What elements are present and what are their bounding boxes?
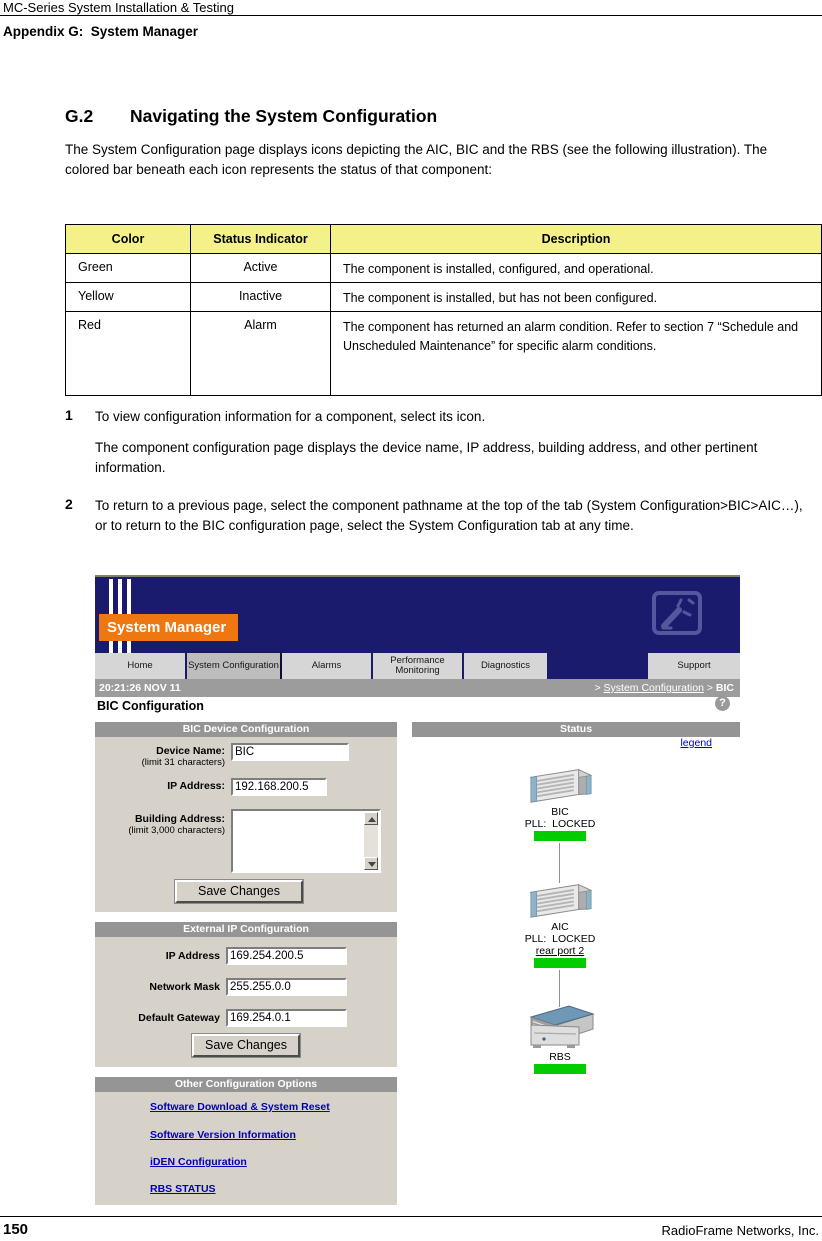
connector-line	[559, 843, 560, 883]
panel-title: External IP Configuration	[95, 922, 397, 937]
device-name-input[interactable]	[231, 743, 349, 761]
cell-description: The component is installed, configured, and operational.	[331, 254, 822, 283]
ip-address-label: IP Address:	[167, 780, 225, 792]
table-header-row	[66, 225, 822, 254]
cell-status: Active	[191, 254, 331, 283]
panel-title: Status	[412, 722, 740, 737]
step-number: 2	[65, 496, 73, 512]
col-header-color: Color	[66, 225, 191, 254]
brand-badge: System Manager	[99, 614, 238, 641]
cell-status: Inactive	[191, 283, 331, 312]
bic-device-name: BIC	[551, 806, 569, 818]
link-software-download-system-reset[interactable]: Software Download & System Reset	[150, 1101, 330, 1113]
aic-pll-status: PLL: LOCKED	[524, 933, 596, 945]
table-row	[66, 254, 822, 283]
banner	[95, 575, 740, 653]
radioframe-logo-icon	[651, 588, 703, 638]
status-bar	[95, 679, 740, 697]
breadcrumb	[594, 679, 734, 697]
tab-home[interactable]: Home	[95, 653, 185, 679]
col-header-description: Description	[331, 225, 822, 254]
footer-company: RadioFrame Networks, Inc.	[661, 1223, 819, 1238]
building-address-note: (limit 3,000 characters)	[128, 825, 225, 836]
step-number: 1	[65, 407, 73, 423]
building-address-textarea[interactable]	[231, 809, 381, 873]
cell-color: Green	[66, 254, 191, 283]
tab-bar	[95, 653, 740, 679]
section-number: G.2	[65, 106, 94, 126]
breadcrumb-separator: >	[706, 682, 713, 694]
footer-rule	[0, 1216, 822, 1217]
scroll-down-icon[interactable]	[364, 857, 378, 870]
aic-chassis-icon[interactable]	[523, 878, 598, 920]
col-header-status: Status Indicator	[191, 225, 331, 254]
network-mask-input[interactable]	[226, 978, 347, 996]
table-row	[66, 283, 822, 312]
panel-title: BIC Device Configuration	[95, 722, 397, 737]
tab-support[interactable]: Support	[648, 653, 740, 679]
system-manager-screenshot	[95, 575, 740, 1205]
tab-diagnostics[interactable]: Diagnostics	[464, 653, 547, 679]
bic-chassis-icon[interactable]	[523, 763, 598, 805]
timestamp: 20:21:26 NOV 11	[99, 682, 181, 694]
header-rule	[0, 15, 822, 16]
table-row	[66, 312, 822, 396]
step-1	[65, 407, 810, 427]
tab-alarms[interactable]: Alarms	[282, 653, 371, 679]
link-rbs-status[interactable]: RBS STATUS	[150, 1183, 216, 1195]
status-indicator-table	[65, 224, 822, 396]
step-1-detail: The component configuration page displays the device name, IP address, building address, and other pertinent information.	[95, 440, 758, 475]
page-title: BIC Configuration	[97, 699, 204, 713]
scroll-up-icon[interactable]	[364, 812, 378, 825]
doc-header-title: MC-Series System Installation & Testing	[3, 0, 234, 15]
step-2	[65, 496, 810, 536]
default-gateway-label: Default Gateway	[138, 1012, 220, 1024]
bic-pll-status: PLL: LOCKED	[524, 818, 596, 830]
panel-title: Other Configuration Options	[95, 1077, 397, 1092]
connector-line	[559, 970, 560, 1007]
rbs-device-name: RBS	[549, 1051, 571, 1063]
doc-header-appendix: Appendix G: System Manager	[3, 24, 199, 39]
rbs-device-icon[interactable]	[519, 1003, 601, 1051]
link-software-version-information[interactable]: Software Version Information	[150, 1129, 296, 1141]
network-mask-label: Network Mask	[149, 981, 220, 993]
section-title: Navigating the System Configuration	[130, 106, 438, 126]
device-name-note: (limit 31 characters)	[141, 757, 225, 768]
tab-system-configuration[interactable]: System Configuration	[187, 653, 280, 679]
bic-status-bar	[534, 831, 586, 841]
step-text: To view configuration information for a component, select its icon.	[95, 409, 486, 424]
rbs-status-bar	[534, 1064, 586, 1074]
cell-status: Alarm	[191, 312, 331, 396]
cell-description: The component is installed, but has not been configured.	[331, 283, 822, 312]
other-configuration-options-panel	[95, 1077, 397, 1205]
save-changes-button[interactable]: Save Changes	[175, 880, 303, 903]
breadcrumb-separator: >	[594, 682, 601, 694]
cell-description: The component has returned an alarm condition. Refer to section 7 “Schedule and Unscheduled Maintenance” for specific alarm conditions.	[331, 312, 822, 396]
building-address-label: Building Address:	[134, 813, 225, 825]
tab-performance-monitoring[interactable]: Performance Monitoring	[373, 653, 462, 679]
cell-color: Red	[66, 312, 191, 396]
external-ip-input[interactable]	[226, 947, 347, 965]
cell-color: Yellow	[66, 283, 191, 312]
aic-status-bar	[534, 958, 586, 968]
device-name-label: Device Name:	[156, 745, 225, 757]
help-icon[interactable]: ?	[715, 696, 730, 711]
section-heading	[65, 106, 437, 127]
legend-link[interactable]: legend	[680, 737, 712, 749]
external-ip-configuration-panel	[95, 922, 397, 1067]
step-text: To return to a previous page, select the component pathname at the top of the tab (System Configuration>BIC>AIC…), or to return to the BIC configuration page, select the System Configuration tab at any time.	[95, 498, 803, 533]
section-intro: The System Configuration page displays icons depicting the AIC, BIC and the RBS (see the following illustration). The colored bar beneath each icon represents the status of that component:	[65, 142, 768, 177]
default-gateway-input[interactable]	[226, 1009, 347, 1027]
aic-device-name: AIC	[551, 921, 569, 933]
link-iden-configuration[interactable]: iDEN Configuration	[150, 1156, 247, 1168]
status-panel-header	[412, 722, 740, 737]
aic-rear-port-label: rear port 2	[535, 945, 585, 957]
page-number: 150	[3, 1221, 29, 1238]
bic-device-configuration-panel	[95, 722, 397, 912]
breadcrumb-current-bic: BIC	[715, 682, 734, 694]
external-ip-label: IP Address	[165, 950, 220, 962]
save-changes-button[interactable]: Save Changes	[192, 1034, 300, 1057]
ip-address-input[interactable]	[231, 778, 327, 796]
textarea-scrollbar[interactable]	[364, 812, 378, 870]
breadcrumb-link-system-configuration[interactable]: System Configuration	[603, 682, 704, 694]
